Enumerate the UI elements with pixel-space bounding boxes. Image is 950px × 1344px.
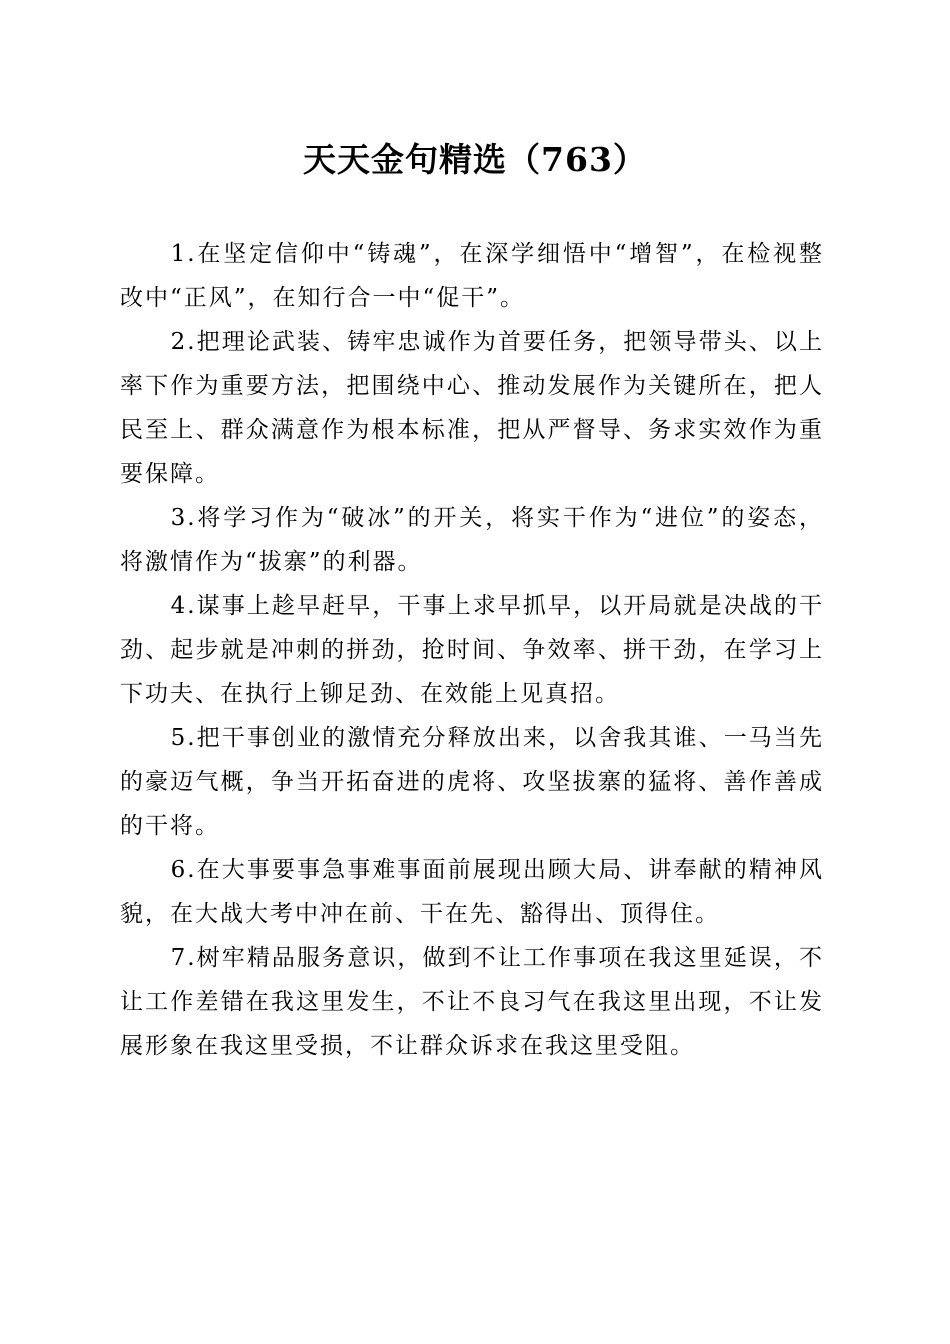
paragraph-5: 5.把干事创业的激情充分释放出来，以舍我其谁、一马当先的豪迈气概，争当开拓奋进的虎将、攻坚拔寨的猛将、善作善成的干将。 [120,725,824,839]
paragraph-6: 6.在大事要事急事难事面前展现出顾大局、讲奉献的精神风貌，在大战大考中冲在前、干在先、豁得出、顶得住。 [120,857,824,927]
paragraph-7: 7.树牢精品服务意识，做到不让工作事项在我这里延误，不让工作差错在我这里发生，不让不良习气在我这里出现，不让发展形象在我这里受损，不让群众诉求在我这里受阻。 [120,945,824,1059]
paragraph-1: 1.在坚定信仰中“铸魂”，在深学细悟中“增智”，在检视整改中“正风”，在知行合一中“促干”。 [120,241,824,311]
page-title: 天天金句精选（763） [303,140,647,179]
paragraph-4: 4.谋事上趁早赶早，干事上求早抓早，以开局就是决战的干劲、起步就是冲刺的拼劲，抢时间、争效率、拼干劲，在学习上下功夫、在执行上铆足劲、在效能上见真招。 [120,593,824,707]
document-body [120,232,824,1068]
paragraph-2: 2.把理论武装、铸牢忠诚作为首要任务，把领导带头、以上率下作为重要方法，把围绕中心、推动发展作为关键所在，把人民至上、群众满意作为根本标准，把从严督导、务求实效作为重要保障。 [120,329,824,487]
paragraph-3: 3.将学习作为“破冰”的开关，将实干作为“进位”的姿态，将激情作为“拔寨”的利器。 [120,505,824,575]
